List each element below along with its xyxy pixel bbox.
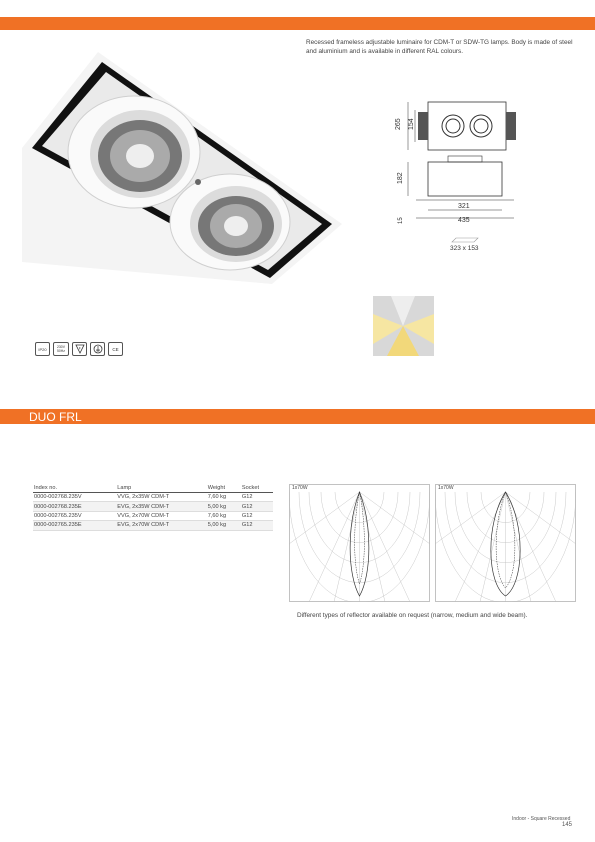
product-title: DUO FRL [29, 410, 82, 424]
table-row [33, 521, 273, 530]
dim-321: 321 [458, 203, 470, 210]
cell: G12 [241, 511, 273, 520]
dim-154: 154 [408, 118, 415, 130]
cell: 7,60 kg [207, 511, 241, 520]
cell: G12 [241, 502, 273, 511]
col-lamp: Lamp [116, 484, 206, 493]
col-socket: Socket [241, 484, 273, 493]
footer-section: Indoor - Square Recessed [512, 816, 571, 822]
f-mark-icon [72, 342, 87, 356]
header-bar [0, 17, 595, 30]
cutout-size: 323 x 153 [450, 245, 479, 252]
col-index: Index no. [33, 484, 116, 493]
ip-rating-icon: IP20 [35, 342, 50, 356]
dim-265: 265 [395, 118, 402, 130]
cell: 5,00 kg [207, 521, 241, 530]
voltage-icon: 230V 50Hz [53, 342, 69, 356]
reflector-note: Different types of reflector available on request (narrow, medium and wide beam). [297, 612, 528, 619]
product-description: Recessed frameless adjustable luminaire for CDM-T or SDW-TG lamps. Body is made of steel and aluminium and is available in different RAL colours. [306, 39, 573, 55]
table-row [33, 511, 273, 520]
cell: G12 [241, 521, 273, 530]
table-row [33, 493, 273, 502]
technical-drawing [388, 86, 528, 256]
dim-435: 435 [458, 217, 470, 224]
certification-icons [35, 342, 123, 358]
product-photo [22, 52, 342, 284]
cell: EVG, 2x35W CDM-T [116, 502, 206, 511]
protection-class-icon [90, 342, 105, 356]
table-header-row [33, 484, 273, 493]
cell: EVG, 2x70W CDM-T [116, 521, 206, 530]
cell: 0000-002768.235V [33, 493, 116, 502]
table-row [33, 502, 273, 511]
cell: 0000-002765.235E [33, 521, 116, 530]
cell: 0000-002765.235V [33, 511, 116, 520]
title-bar [0, 409, 595, 424]
cell: VVG, 2x70W CDM-T [116, 511, 206, 520]
polar-diagram-2 [435, 484, 576, 602]
polar-diagram-1 [289, 484, 430, 602]
cell: 5,00 kg [207, 502, 241, 511]
page-number: 145 [562, 822, 573, 828]
dim-15: 15 [398, 217, 404, 224]
cell: VVG, 2x35W CDM-T [116, 493, 206, 502]
col-weight: Weight [207, 484, 241, 493]
light-beam-icon [373, 296, 434, 356]
cell: 0000-002768.235E [33, 502, 116, 511]
dim-182: 182 [397, 172, 404, 184]
cell: 7,60 kg [207, 493, 241, 502]
ce-mark-icon: CE [108, 342, 123, 356]
polar-label-2: 1x70W [438, 485, 454, 491]
spec-table [33, 484, 273, 531]
svg-text:F: F [78, 346, 81, 351]
polar-label-1: 1x70W [292, 485, 308, 491]
cell: G12 [241, 493, 273, 502]
